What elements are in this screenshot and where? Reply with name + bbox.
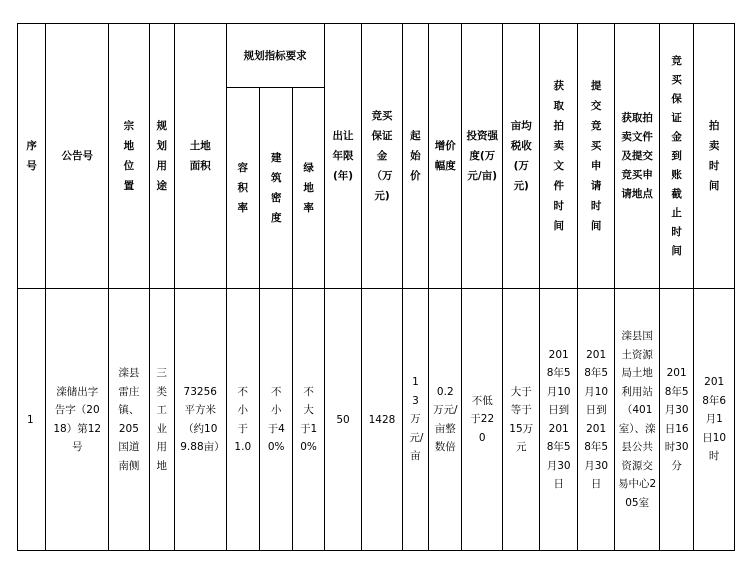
header-deposit: 竞买保证金（万元) bbox=[362, 24, 403, 289]
cell-doc-place: 滦县国土资源局土地利用站（401室）、滦县公共资源交易中心205室 bbox=[615, 289, 660, 551]
header-start-price: 起始价 bbox=[402, 24, 428, 289]
header-doc-place: 获取拍卖文件及提交竞买申请地点 bbox=[615, 24, 660, 289]
header-land-area: 土地面积 bbox=[174, 24, 226, 289]
cell-planned-use: 三类工业用地 bbox=[149, 289, 174, 551]
cell-deposit: 1428 bbox=[362, 289, 403, 551]
header-planned-use: 规划用途 bbox=[149, 24, 174, 289]
table-row bbox=[18, 289, 735, 551]
cell-start-price: 13万元/亩 bbox=[402, 289, 428, 551]
header-investment-intensity: 投资强度(万元/亩) bbox=[462, 24, 503, 289]
header-doc-time: 获取拍卖文件时间 bbox=[540, 24, 577, 289]
cell-increment: 0.2万元/亩整数倍 bbox=[429, 289, 462, 551]
cell-notice-no: 滦储出字告字（2018）第12号 bbox=[46, 289, 109, 551]
cell-term: 50 bbox=[324, 289, 361, 551]
cell-apply-time: 2018年5月10日到2018年5月30日 bbox=[577, 289, 614, 551]
header-location: 宗地位置 bbox=[109, 24, 150, 289]
header-auction-time: 拍卖时间 bbox=[694, 24, 735, 289]
cell-doc-time: 2018年5月10日到2018年5月30日 bbox=[540, 289, 577, 551]
header-plot-ratio: 容积率 bbox=[226, 88, 259, 289]
header-building-density: 建筑密度 bbox=[259, 88, 292, 289]
cell-building-density: 不小于40% bbox=[259, 289, 292, 551]
header-green-ratio: 绿地率 bbox=[293, 88, 324, 289]
header-increment: 增价幅度 bbox=[429, 24, 462, 289]
cell-seq: 1 bbox=[18, 289, 46, 551]
cell-plot-ratio: 不小于1.0 bbox=[226, 289, 259, 551]
header-tax-per-mu: 亩均税收(万元) bbox=[502, 24, 539, 289]
document-page bbox=[17, 23, 735, 550]
header-deposit-deadline: 竞买保证金到账截止时间 bbox=[659, 24, 693, 289]
cell-deposit-deadline: 2018年5月30日16时30分 bbox=[659, 289, 693, 551]
cell-auction-time: 2018年6月1日10时 bbox=[694, 289, 735, 551]
header-planning-group: 规划指标要求 bbox=[226, 24, 324, 88]
header-term: 出让年限(年) bbox=[324, 24, 361, 289]
cell-location: 滦县雷庄镇、205国道南侧 bbox=[109, 289, 150, 551]
header-seq: 序号 bbox=[18, 24, 46, 289]
cell-tax-per-mu: 大于等于15万元 bbox=[502, 289, 539, 551]
cell-investment-intensity: 不低于220 bbox=[462, 289, 503, 551]
land-auction-table bbox=[17, 23, 735, 551]
cell-green-ratio: 不大于10% bbox=[293, 289, 324, 551]
header-apply-time: 提交竞买申请时间 bbox=[577, 24, 614, 289]
cell-land-area: 73256平方米（约109.88亩） bbox=[174, 289, 226, 551]
header-notice-no: 公告号 bbox=[46, 24, 109, 289]
header-row-1 bbox=[18, 24, 735, 88]
